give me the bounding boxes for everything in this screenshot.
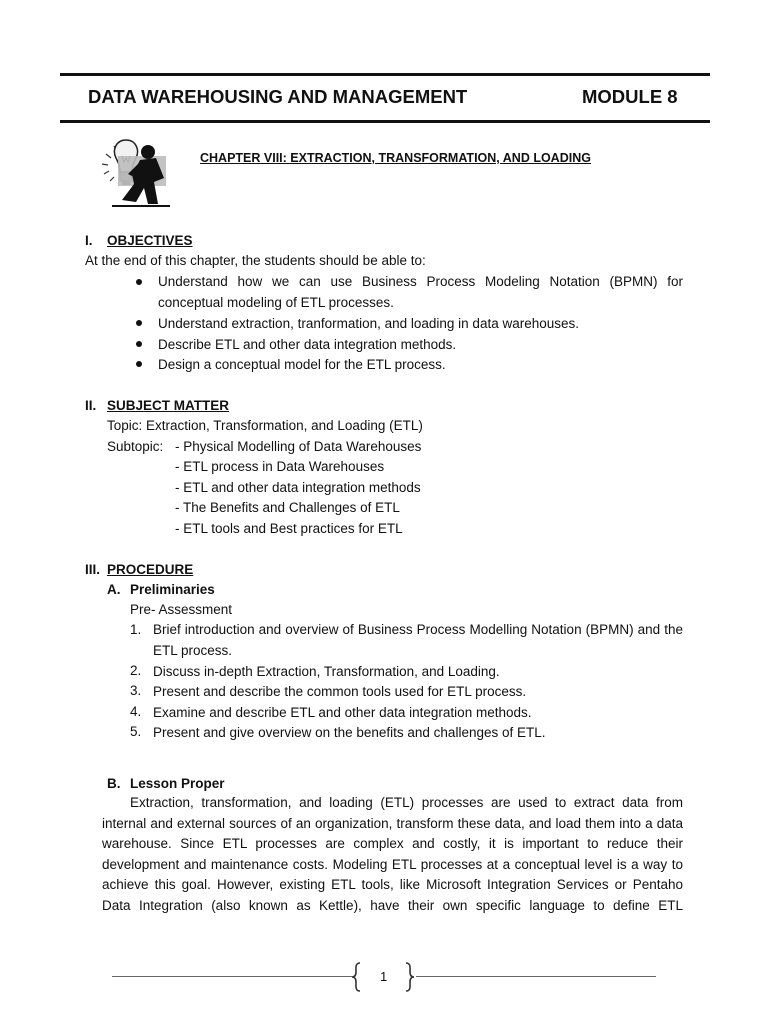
chapter-title: CHAPTER VIII: EXTRACTION, TRANSFORMATION, AND LOADING: [200, 151, 591, 165]
objective-item: Design a conceptual model for the ETL process.: [158, 357, 446, 372]
subtopic-item: - ETL tools and Best practices for ETL: [175, 521, 403, 536]
list-number: 3.: [130, 683, 142, 698]
preliminaries-letter: A.: [107, 582, 121, 597]
footer-left-rule: [112, 976, 352, 977]
left-brace-icon: [350, 962, 362, 992]
list-number: 1.: [130, 622, 142, 637]
bullet-icon: [136, 279, 142, 285]
page-number: 1: [380, 969, 388, 984]
bullet-icon: [136, 361, 142, 367]
header-top-rule: [60, 73, 710, 76]
document-title: DATA WAREHOUSING AND MANAGEMENT: [88, 86, 468, 107]
procedure-item: Brief introduction and overview of Business Process Modelling Notation (BPMN) and the ETL process.: [153, 622, 683, 658]
subtopic-item: - The Benefits and Challenges of ETL: [175, 500, 400, 515]
footer-right-rule: [416, 976, 656, 977]
bullet-icon: [136, 341, 142, 347]
list-number: 5.: [130, 724, 142, 739]
lesson-proper-heading: Lesson Proper: [130, 776, 225, 791]
preliminaries-heading: Preliminaries: [130, 582, 215, 597]
subtopic-item: - ETL process in Data Warehouses: [175, 459, 385, 474]
objective-item: Understand how we can use Business Process Modeling Notation (BPMN) for conceptual modeling of ETL processes.: [158, 274, 683, 310]
procedure-item: Present and give overview on the benefits and challenges of ETL.: [153, 725, 546, 740]
objectives-intro: At the end of this chapter, the students should be able to:: [85, 253, 426, 268]
subtopic-label: Subtopic:: [107, 439, 164, 454]
procedure-item: Present and describe the common tools used for ETL process.: [153, 684, 527, 699]
objective-item: Describe ETL and other data integration methods.: [158, 337, 457, 352]
bullet-icon: [136, 320, 142, 326]
objective-item: Understand extraction, tranformation, and loading in data warehouses.: [158, 316, 580, 331]
subject-matter-numeral: II.: [85, 398, 97, 413]
header-bottom-rule: [60, 120, 710, 123]
module-label: MODULE 8: [582, 86, 678, 107]
lesson-proper-letter: B.: [107, 776, 121, 791]
procedure-heading: PROCEDURE: [107, 562, 194, 577]
topic-line: Topic: Extraction, Transformation, and Loading (ETL): [107, 418, 423, 433]
pre-assessment-label: Pre- Assessment: [130, 602, 233, 617]
lesson-paragraph: Extraction, transformation, and loading (ETL) processes are used to extract data from internal and external sources of an organization, transform these data, and load them into a data warehouse. Since ETL processes are complex and costly, it is important to reduce their development and maintenance costs. Modeling ETL processes at a conceptual level is a way to achieve this goal. However, existing ETL tools, like Microsoft Integration Services or Pentaho Data Integration (also known as Kettle), have their own specific language to define ETL: [102, 795, 683, 913]
objectives-heading: OBJECTIVES: [107, 233, 193, 248]
procedure-item: Examine and describe ETL and other data integration methods.: [153, 705, 532, 720]
objectives-numeral: I.: [85, 233, 93, 248]
procedure-numeral: III.: [85, 562, 101, 577]
subtopic-item: - ETL and other data integration methods: [175, 480, 421, 495]
list-number: 4.: [130, 704, 142, 719]
right-brace-icon: [404, 962, 416, 992]
person-pushing-lightbulb-icon: [98, 134, 176, 210]
subject-matter-heading: SUBJECT MATTER: [107, 398, 230, 413]
subtopic-item: - Physical Modelling of Data Warehouses: [175, 439, 422, 454]
procedure-item: Discuss in-depth Extraction, Transformation, and Loading.: [153, 664, 500, 679]
list-number: 2.: [130, 663, 142, 678]
